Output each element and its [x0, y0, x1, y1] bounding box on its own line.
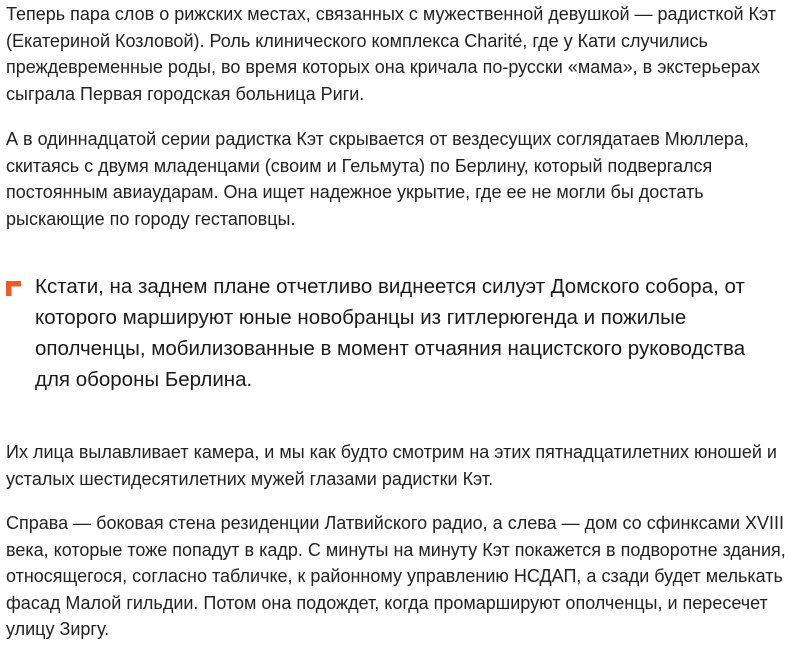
- paragraph-line: улицу Зиргу.: [6, 619, 110, 639]
- article-paragraph: [6, 126, 806, 232]
- quote-line: Кстати, на заднем плане отчетливо виднеется силуэт Домского собора, от: [35, 275, 745, 298]
- article-paragraph: [6, 1, 806, 107]
- quote-line: для обороны Берлина.: [35, 368, 253, 391]
- paragraph-line: Теперь пара слов о рижских местах, связанных с мужественной девушкой — радисткой Кэт: [6, 4, 777, 24]
- pull-quote: [0, 271, 811, 401]
- paragraph-line: преждевременные роды, во время которых она кричала по-русски «мама», в экстерьерах: [6, 57, 760, 77]
- paragraph-line: Справа — боковая стена резиденции Латвийского радио, а слева — дом со сфинксами XVIII: [6, 513, 785, 533]
- article-paragraph: [6, 439, 806, 492]
- paragraph-line: постоянным авиаударам. Она ищет надежное укрытие, где ее не могли бы достать: [6, 182, 704, 202]
- paragraph-line: фасад Малой гильдии. Потом она подождет, когда промаршируют ополченцы, и пересечет: [6, 592, 768, 613]
- paragraph-line: Их лица вылавливает камера, и мы как будто смотрим на этих пятнадцатилетних юношей и: [6, 442, 777, 462]
- paragraph-line: скитаясь с двумя младенцами (своим и Гельмута) по Берлину, который подвергался: [6, 155, 713, 176]
- paragraph-line: усталых шестидесятилетних мужей глазами радистки Кэт.: [6, 468, 494, 489]
- pull-quote-text: [35, 271, 745, 395]
- article-paragraph: [6, 510, 806, 643]
- quote-line: ополченцы, мобилизованные в момент отчаяния нацистского руководства: [35, 337, 746, 360]
- paragraph-line: (Екатериной Козловой). Роль клинического комплекса Charité, где у Кати случились: [6, 30, 708, 51]
- quote-line: которого маршируют юные новобранцы из гитлерюгенда и пожилые: [35, 306, 687, 329]
- paragraph-line: А в одиннадцатой серии радистка Кэт скрывается от вездесущих соглядатаев Мюллера,: [6, 129, 749, 149]
- quote-corner-icon: [6, 281, 21, 296]
- paragraph-line: сыграла Первая городская больница Риги.: [6, 83, 365, 104]
- paragraph-line: века, которые тоже попадут в кадр. С минуты на минуту Кэт покажется в подворотне здания,: [6, 539, 786, 560]
- paragraph-line: рыскающие по городу гестаповцы.: [6, 208, 296, 229]
- paragraph-line: относящегося, согласно табличке, к районному управлению НСДАП, а сзади будет мелькать: [6, 566, 783, 586]
